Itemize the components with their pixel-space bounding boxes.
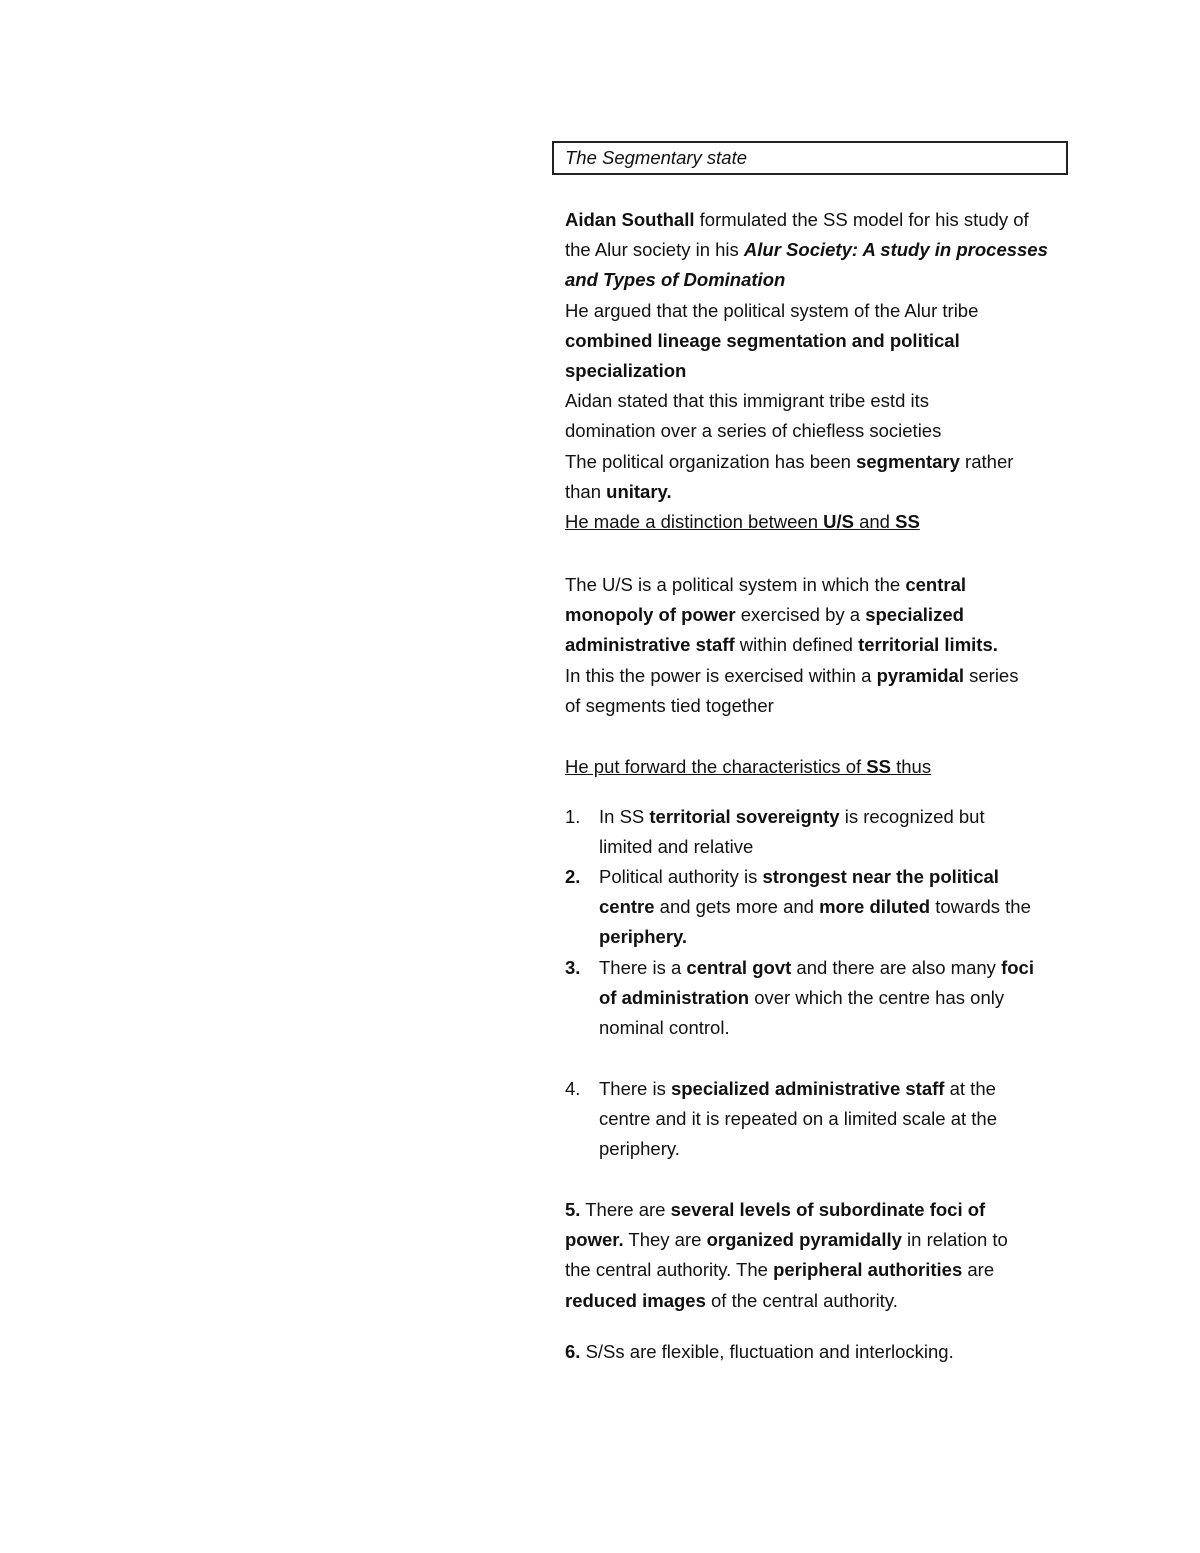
text-span: and gets more and — [654, 896, 820, 918]
text-line — [599, 953, 1070, 983]
emphasis: territorial limits. — [858, 634, 998, 656]
text-span: S/Ss are flexible, fluctuation and interlocking. — [580, 1341, 954, 1362]
emphasis: peripheral authorities — [773, 1259, 963, 1281]
text-line — [565, 1255, 1070, 1285]
emphasis: administrative staff — [565, 634, 735, 656]
intro-paragraph — [565, 205, 1070, 537]
text-span: In SS — [599, 806, 650, 827]
text-line — [599, 983, 1070, 1013]
text-line — [565, 356, 1070, 386]
text-line: of segments tied together — [565, 694, 774, 716]
page-title: The Segmentary state — [552, 141, 1068, 175]
emphasis: specialized administrative staff — [670, 1078, 945, 1099]
emphasis: U/S — [823, 511, 854, 533]
text-line — [565, 1195, 1070, 1225]
emphasis: of administration — [599, 987, 750, 1009]
list-item — [565, 862, 1070, 953]
text-line — [599, 892, 1070, 922]
text-span: In this the power is exercised within a — [565, 664, 877, 686]
list-item — [565, 1074, 1070, 1165]
emphasis: strongest near the political — [762, 866, 999, 887]
emphasis: foci — [1001, 957, 1034, 978]
emphasis: monopoly of power — [565, 604, 736, 626]
list-number: 2. — [565, 866, 581, 887]
text-span: than — [565, 480, 607, 502]
text-span: series — [963, 664, 1019, 686]
list-item — [565, 802, 1070, 862]
list-number: 4. — [565, 1078, 581, 1099]
text-line — [599, 1074, 1070, 1104]
text-span: is recognized but — [839, 806, 985, 827]
text-span: formulated the SS model for his study of — [694, 209, 1029, 230]
emphasis: SS — [866, 756, 891, 777]
text-span: Political authority is — [599, 866, 763, 887]
text-span: The U/S is a political system in which the — [565, 574, 906, 595]
text-span: There are — [580, 1199, 671, 1220]
emphasis: SS — [895, 511, 920, 533]
text-span: of the central authority. — [705, 1289, 898, 1311]
text-span: in relation to — [901, 1229, 1008, 1251]
text-line: limited and relative — [599, 836, 754, 858]
emphasis: segmentary — [856, 450, 960, 472]
text-line — [599, 922, 1070, 952]
text-line: centre and it is repeated on a limited scale at the — [599, 1108, 997, 1130]
text-span: The political organization has been — [565, 450, 857, 472]
emphasis: combined lineage segmentation and political — [565, 329, 960, 351]
text-line: nominal control. — [599, 1017, 730, 1039]
text-span: thus — [890, 756, 932, 777]
text-line — [565, 326, 1070, 356]
text-span: They are — [623, 1229, 707, 1251]
text-span: and — [853, 511, 896, 533]
emphasis: periphery. — [599, 926, 688, 948]
list-item — [565, 953, 1070, 1044]
emphasis: several levels of subordinate foci of — [670, 1199, 986, 1220]
text-line — [565, 205, 1070, 235]
text-line — [565, 1286, 1070, 1316]
text-span: There is a — [599, 957, 687, 978]
text-line — [565, 630, 1070, 660]
text-line: Aidan stated that this immigrant tribe estd its — [565, 390, 930, 412]
book-title: Alur Society: A study in processes — [743, 239, 1048, 261]
text-span: exercised by a — [735, 604, 866, 626]
emphasis: centre — [599, 896, 655, 918]
emphasis: more diluted — [819, 896, 931, 918]
text-span: over which the centre has only — [749, 987, 1005, 1009]
emphasis: 5. — [565, 1199, 581, 1220]
text-span: rather — [959, 450, 1014, 472]
point-6-paragraph — [565, 1337, 1070, 1367]
emphasis: organized pyramidally — [706, 1229, 902, 1251]
emphasis: reduced images — [565, 1289, 706, 1311]
text-line — [599, 802, 1070, 832]
text-span: the Alur society in his — [565, 239, 744, 261]
text-line: domination over a series of chiefless societies — [565, 420, 942, 442]
list-number: 3. — [565, 957, 581, 978]
text-line — [565, 507, 1070, 537]
text-line: He argued that the political system of the Alur tribe — [565, 299, 979, 321]
text-line — [565, 447, 1070, 477]
text-line — [599, 862, 1070, 892]
text-span: at the — [944, 1078, 996, 1099]
characteristics-heading — [565, 752, 1070, 782]
text-span: There is — [599, 1078, 671, 1099]
emphasis: central — [905, 574, 966, 595]
text-line — [565, 600, 1070, 630]
text-span: towards the — [930, 896, 1031, 918]
emphasis: pyramidal — [876, 664, 964, 686]
text-span: He made a distinction between — [565, 511, 824, 533]
emphasis: 6. — [565, 1341, 581, 1362]
emphasis: territorial sovereignty — [649, 806, 840, 827]
emphasis: central govt — [686, 957, 792, 978]
emphasis: specialization — [565, 360, 687, 382]
emphasis: power. — [565, 1229, 624, 1251]
book-title: and Types of Domination — [565, 269, 786, 291]
text-span: within defined — [734, 634, 859, 656]
point-5-paragraph — [565, 1195, 1070, 1316]
text-line — [565, 570, 1070, 600]
emphasis: specialized — [865, 604, 964, 626]
text-line — [565, 235, 1070, 265]
text-line: periphery. — [599, 1138, 680, 1160]
author-name: Aidan Southall — [565, 209, 695, 230]
unitary-state-paragraph — [565, 570, 1070, 721]
text-line — [565, 1337, 1070, 1367]
text-line — [565, 661, 1070, 691]
emphasis: unitary. — [606, 480, 672, 502]
text-line — [565, 477, 1070, 507]
text-line — [565, 265, 1070, 295]
text-line — [565, 1225, 1070, 1255]
list-number: 1. — [565, 806, 581, 827]
text-span: are — [962, 1259, 995, 1281]
text-span: He put forward the characteristics of — [565, 756, 867, 777]
text-span: and there are also many — [791, 957, 1002, 978]
text-span: the central authority. The — [565, 1259, 774, 1281]
